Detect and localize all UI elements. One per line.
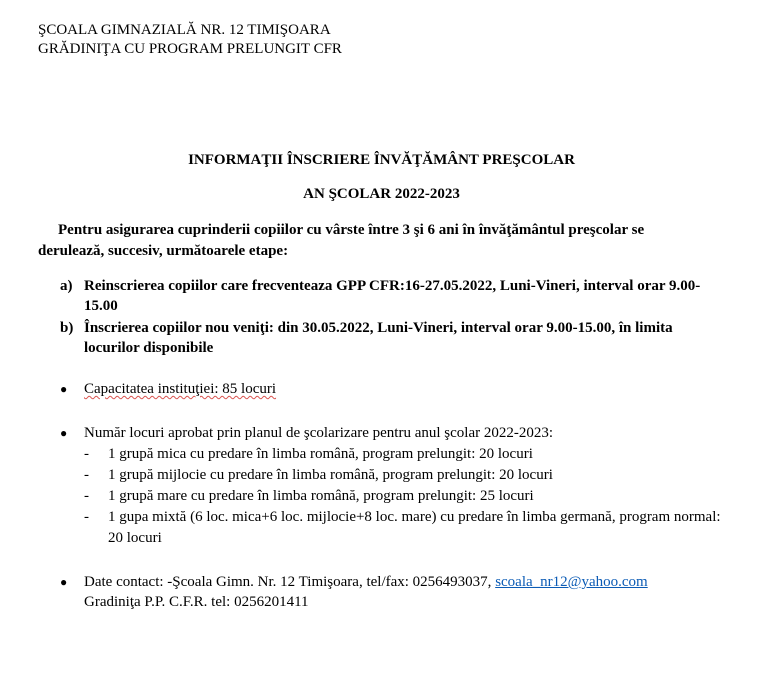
email-link[interactable]: scoala_nr12@yahoo.com (495, 574, 648, 590)
school-name: ŞCOALA GIMNAZIALĂ NR. 12 TIMIŞOARA (38, 22, 331, 38)
contact-bullet (60, 572, 720, 612)
group-text: 1 grupă mica cu predare în limba română, program prelungit: 20 locuri (108, 446, 533, 462)
dash-icon: - (84, 467, 89, 483)
list-item (84, 465, 724, 486)
contact-kindergarten: Gradiniţa P.P. C.F.R. tel: 0256201411 (84, 594, 309, 610)
dash-icon: - (84, 509, 89, 525)
stage-text: Reinscrierea copiilor care frecventeaza GPP CFR:16-27.05.2022, Luni-Vineri, interval orar 9.00-15.00 (84, 278, 701, 314)
list-item (84, 486, 724, 507)
stage-marker: a) (60, 278, 73, 294)
document-title: INFORMAŢII ÎNSCRIERE ÎNVĂŢĂMÂNT PREŞCOLAR (188, 152, 575, 168)
list-item (84, 507, 724, 549)
contact-block (84, 572, 720, 612)
kindergarten-name: GRĂDINIŢA CU PROGRAM PRELUNGIT CFR (38, 41, 342, 57)
dash-icon: - (84, 488, 89, 504)
places-bullet (60, 423, 720, 443)
stage-marker: b) (60, 320, 74, 336)
group-text: 1 gupa mixtă (6 loc. mica+6 loc. mijlocie+8 loc. mare) cu predare în limba germană, program normal: 20 locuri (108, 509, 721, 546)
bullet-icon: ● (60, 426, 68, 440)
capacity-text: Capacitatea instituţiei: 85 locuri (84, 381, 277, 397)
group-text: 1 grupă mijlocie cu predare în limba română, program prelungit: 20 locuri (108, 467, 553, 483)
bullet-icon: ● (60, 382, 68, 396)
list-item (84, 444, 724, 465)
places-heading: Număr locuri aprobat prin planul de şcolarizare pentru anul şcolar 2022-2023: (84, 425, 554, 441)
intro-paragraph (38, 220, 703, 262)
stage-text: Înscrierea copiilor nou veniţi: din 30.05.2022, Luni-Vineri, interval orar 9.00-15.00, în limita locurilor disponibile (84, 320, 673, 356)
stage-item-a (60, 276, 720, 316)
group-text: 1 grupă mare cu predare în limba română, program prelungit: 25 locuri (108, 488, 534, 504)
dash-icon: - (84, 446, 89, 462)
intro-text: Pentru asigurarea cuprinderii copiilor cu vârste între 3 şi 6 ani în învăţământul preşcolar se derulează, succesiv, următoarele etape: (38, 222, 645, 259)
bullet-icon: ● (60, 575, 68, 589)
document-subtitle: AN ŞCOLAR 2022-2023 (303, 186, 460, 202)
capacity-bullet (60, 379, 720, 399)
stage-item-b (60, 318, 720, 358)
contact-school: Date contact: -Şcoala Gimn. Nr. 12 Timişoara, tel/fax: 0256493037, (84, 574, 496, 590)
